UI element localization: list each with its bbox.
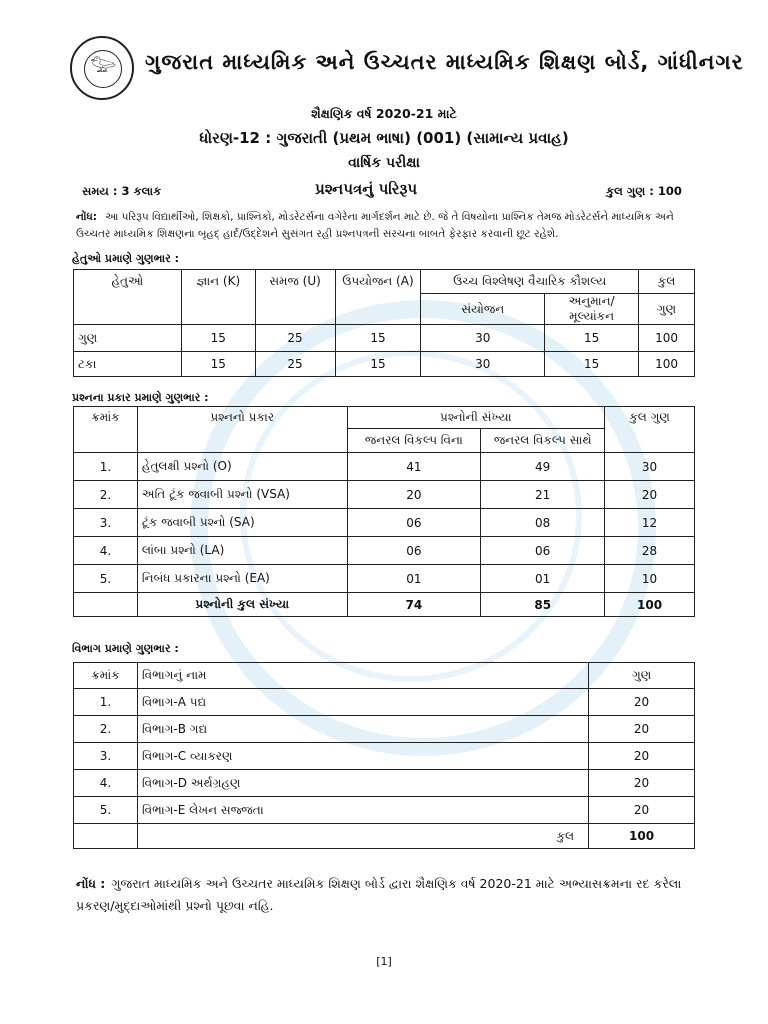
col-sr: ક્રમાંક — [74, 663, 138, 689]
objectives-title: હેતુઓ પ્રમાણે ગુણભાર : — [72, 252, 179, 265]
cell-marks: 20 — [589, 770, 695, 797]
cell-marks: 10 — [605, 565, 695, 593]
table-row — [74, 797, 695, 824]
cell-sr: 1. — [74, 689, 138, 716]
cell-marks: 30 — [605, 453, 695, 481]
cell-synthesis: 30 — [421, 325, 545, 352]
cell-type: અતિ ટૂંક જવાબી પ્રશ્નો (VSA) — [137, 481, 347, 509]
cell-sr: 1. — [74, 453, 138, 481]
bottom-note — [76, 873, 696, 917]
cell-marks: 20 — [605, 481, 695, 509]
col-total-marks: કુલ ગુણ — [605, 407, 695, 453]
cell-marks: 12 — [605, 509, 695, 537]
cell-knowledge: 15 — [181, 352, 255, 377]
objectives-table — [73, 269, 695, 377]
bottom-note-text: ગુજરાત માધ્યમિક અને ઉચ્ચતર માધ્યમિક શિક્ષણ બોર્ડ દ્વારા શૈક્ષણિક વર્ષ 2020-21 માટે અભ્યાસક્રમના રદ કરેલા પ્રકરણ/મુદ્દાઓમાંથી પ્રશ્નો પૂછવા નહિ. — [76, 876, 682, 913]
top-note-label: નોંધ: — [76, 211, 97, 223]
cell-without: 20 — [347, 481, 481, 509]
cell-application: 15 — [335, 325, 421, 352]
col-sr: ક્રમાંક — [74, 407, 138, 453]
table-row — [74, 352, 695, 377]
total-label: પ્રશ્નોની કુલ સંખ્યા — [137, 593, 347, 617]
page-number: [1] — [376, 955, 392, 968]
col-without-option: જનરલ વિકલ્પ વિના — [347, 429, 481, 453]
table-row — [74, 689, 695, 716]
col-total-top: કુલ — [639, 270, 695, 294]
col-synthesis: સંયોજન — [421, 294, 545, 325]
table-row — [74, 743, 695, 770]
cell-evaluation: 15 — [545, 325, 639, 352]
cell-marks: 28 — [605, 537, 695, 565]
table-row — [74, 453, 695, 481]
col-application: ઉપયોજન (A) — [335, 270, 421, 325]
row-label: ટકા — [74, 352, 182, 377]
cell-total: 100 — [639, 352, 695, 377]
col-section-name: વિભાગનું નામ — [137, 663, 588, 689]
cell-total: 100 — [639, 325, 695, 352]
swan-icon: 𓅰 — [90, 53, 117, 78]
cell-name: વિભાગ-B ગદ્ય — [137, 716, 588, 743]
question-types-table — [73, 406, 695, 617]
cell-sr: 5. — [74, 565, 138, 593]
cell-marks: 20 — [589, 797, 695, 824]
cell-type: હેતુલક્ષી પ્રશ્નો (O) — [137, 453, 347, 481]
table-total-row — [74, 593, 695, 617]
cell-sr: 2. — [74, 716, 138, 743]
exam-time: સમય : 3 કલાક — [82, 184, 162, 198]
table-row — [74, 481, 695, 509]
cell-without: 41 — [347, 453, 481, 481]
table-total-row — [74, 824, 695, 849]
cell-sr: 3. — [74, 509, 138, 537]
question-types-title: પ્રશ્નના પ્રકાર પ્રમાણે ગુણભાર : — [72, 391, 209, 404]
cell-without: 06 — [347, 509, 481, 537]
cell-synthesis: 30 — [421, 352, 545, 377]
table-row — [74, 325, 695, 352]
cell-with: 49 — [481, 453, 605, 481]
col-question-count: પ્રશ્નોની સંખ્યા — [347, 407, 605, 429]
cell-sr: 5. — [74, 797, 138, 824]
cell-empty — [74, 593, 138, 617]
col-knowledge: જ્ઞાન (K) — [181, 270, 255, 325]
cell-name: વિભાગ-A પદ્ય — [137, 689, 588, 716]
cell-marks: 20 — [589, 689, 695, 716]
sections-table — [73, 662, 695, 849]
table-row — [74, 770, 695, 797]
cell-type: ટૂંક જવાબી પ્રશ્નો (SA) — [137, 509, 347, 537]
top-note-text: આ પરિરૂપ વિદ્યાર્થીઓ, શિક્ષકો, પ્રાશ્નિકો, મોડરેટર્સના વગેરેના માર્ગદર્શન માટે છે. જે તે વિષયોના પ્રાશ્નિક તેમજ મોડરેટર્સને માધ્યમિક અને ઉચ્ચતર માધ્યમિક શિક્ષણના બૃહદ્ હાર્દ/ઉદ્દેશને સુસંગત રહી પ્રશ્નપત્રની સંરચના બાબતે ફેરફાર કરવાની છૂટ રહેશે. — [76, 211, 674, 240]
cell-with: 06 — [481, 537, 605, 565]
sections-title: વિભાગ પ્રમાણે ગુણભાર : — [72, 642, 179, 655]
cell-type: લાંબા પ્રશ્નો (LA) — [137, 537, 347, 565]
cell-name: વિભાગ-E લેખન સજ્જતા — [137, 797, 588, 824]
total-with: 85 — [481, 593, 605, 617]
cell-sr: 4. — [74, 537, 138, 565]
col-question-type: પ્રશ્નનો પ્રકાર — [137, 407, 347, 453]
cell-understanding: 25 — [255, 352, 335, 377]
col-higher-skills: ઉચ્ચ વિશ્લેષણ વૈચારિક કૌશલ્ય — [421, 270, 639, 294]
row-label: ગુણ — [74, 325, 182, 352]
cell-with: 01 — [481, 565, 605, 593]
table-row — [74, 716, 695, 743]
cell-with: 08 — [481, 509, 605, 537]
cell-sr: 3. — [74, 743, 138, 770]
bottom-note-label: નોંધ : — [76, 876, 106, 891]
board-title: ગુજરાત માધ્યમિક અને ઉચ્ચતર માધ્યમિક શિક્ષણ બોર્ડ, ગાંધીનગર — [145, 50, 744, 74]
cell-without: 06 — [347, 537, 481, 565]
subject-line: ધોરણ-12 : ગુજરાતી (પ્રથમ ભાષા) (001) (સામાન્ય પ્રવાહ) — [199, 129, 569, 147]
total-marks-cell: 100 — [589, 824, 695, 849]
cell-evaluation: 15 — [545, 352, 639, 377]
cell-understanding: 25 — [255, 325, 335, 352]
total-marks-cell: 100 — [605, 593, 695, 617]
cell-knowledge: 15 — [181, 325, 255, 352]
cell-marks: 20 — [589, 716, 695, 743]
cell-application: 15 — [335, 352, 421, 377]
total-marks: કુલ ગુણ : 100 — [606, 184, 682, 198]
cell-sr: 4. — [74, 770, 138, 797]
board-seal-logo — [70, 36, 134, 100]
cell-marks: 20 — [589, 743, 695, 770]
academic-year: શૈક્ષણિક વર્ષ 2020-21 માટે — [311, 106, 457, 121]
cell-without: 01 — [347, 565, 481, 593]
col-total-bottom: ગુણ — [639, 294, 695, 325]
cell-name: વિભાગ-D અર્થગ્રહણ — [137, 770, 588, 797]
cell-empty — [74, 824, 138, 849]
cell-sr: 2. — [74, 481, 138, 509]
col-evaluation: અનુમાન/મૂલ્યાંકન — [545, 294, 639, 325]
exam-title: વાર્ષિક પરીક્ષા — [348, 155, 420, 171]
col-understanding: સમજ (U) — [255, 270, 335, 325]
total-label: કુલ — [137, 824, 588, 849]
table-row — [74, 537, 695, 565]
table-row — [74, 565, 695, 593]
col-objectives: હેતુઓ — [74, 270, 182, 325]
col-with-option: જનરલ વિકલ્પ સાથે — [481, 429, 605, 453]
cell-type: નિબંધ પ્રકારના પ્રશ્નો (EA) — [137, 565, 347, 593]
paper-title: પ્રશ્નપત્રનું પરિરૂપ — [315, 180, 418, 198]
cell-name: વિભાગ-C વ્યાકરણ — [137, 743, 588, 770]
total-without: 74 — [347, 593, 481, 617]
table-row — [74, 509, 695, 537]
col-marks: ગુણ — [589, 663, 695, 689]
cell-with: 21 — [481, 481, 605, 509]
top-note — [76, 209, 700, 243]
